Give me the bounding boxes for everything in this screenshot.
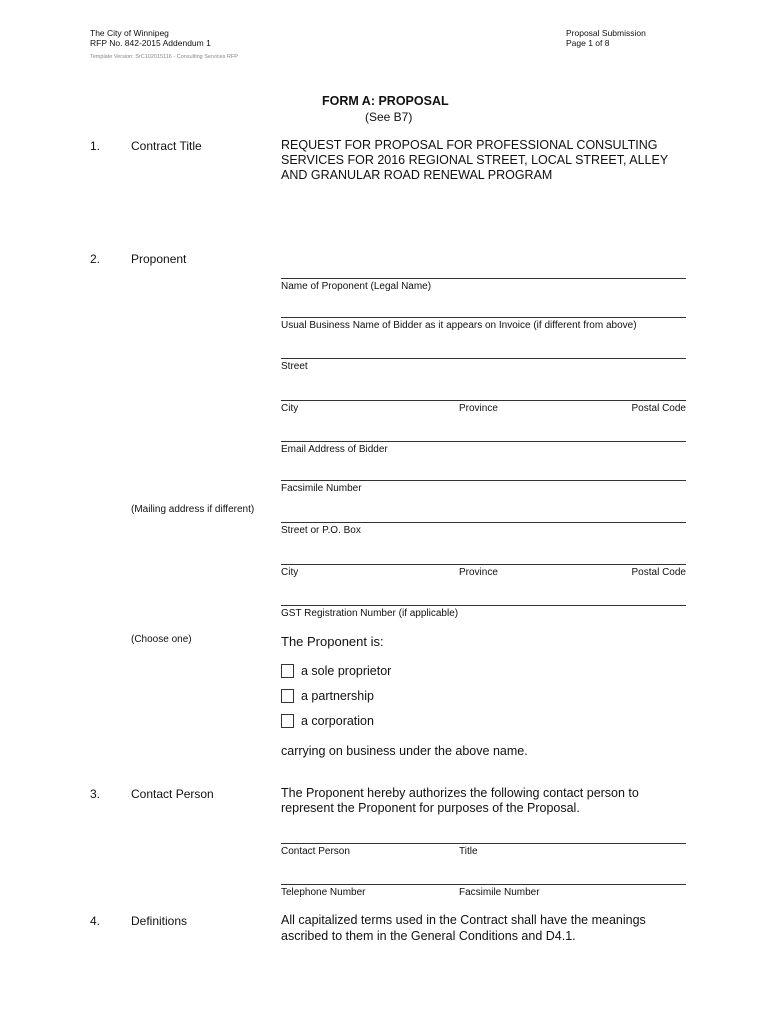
contact-title-label: Title — [459, 846, 478, 857]
contract-title-line-3: AND GRANULAR ROAD RENEWAL PROGRAM — [281, 168, 553, 182]
header-template-version: Template Version: SrC102015116 - Consulting Services RFP — [90, 54, 238, 60]
form-title: FORM A: PROPOSAL — [322, 94, 449, 108]
telephone-fax-field[interactable] — [281, 884, 686, 885]
sole-proprietor-label: a sole proprietor — [301, 664, 392, 678]
province-label: Province — [459, 403, 498, 414]
fax-field[interactable] — [281, 480, 686, 481]
fax-label: Facsimile Number — [281, 483, 362, 494]
corporation-checkbox[interactable] — [281, 714, 294, 728]
carrying-on-business-text: carrying on business under the above name. — [281, 744, 528, 758]
street-label: Street — [281, 361, 308, 372]
business-name-label: Usual Business Name of Bidder as it appears on Invoice (if different from above) — [281, 320, 637, 331]
contact-authorization-line-1: The Proponent hereby authorizes the following contact person to — [281, 786, 639, 800]
mailing-street-field[interactable] — [281, 522, 686, 523]
section-3-number: 3. — [90, 787, 101, 801]
header-organization: The City of Winnipeg — [90, 28, 169, 38]
business-name-field[interactable] — [281, 317, 686, 318]
corporation-label: a corporation — [301, 714, 374, 728]
section-1-label: Contract Title — [131, 139, 202, 153]
mailing-address-note: (Mailing address if different) — [131, 504, 255, 515]
gst-label: GST Registration Number (if applicable) — [281, 608, 459, 619]
section-4-label: Definitions — [131, 914, 188, 928]
street-field[interactable] — [281, 358, 686, 359]
section-3-label: Contact Person — [131, 787, 214, 801]
partnership-checkbox[interactable] — [281, 689, 294, 703]
sole-proprietor-checkbox[interactable] — [281, 664, 294, 678]
form-subtitle: (See B7) — [365, 110, 413, 124]
telephone-label: Telephone Number — [281, 887, 366, 898]
section-2-label: Proponent — [131, 252, 187, 266]
header-document-type: Proposal Submission — [566, 28, 646, 38]
proponent-is-text: The Proponent is: — [281, 634, 384, 649]
mailing-city-label: City — [281, 567, 299, 578]
contact-fax-label: Facsimile Number — [459, 887, 540, 898]
mailing-street-label: Street or P.O. Box — [281, 525, 361, 536]
proponent-name-label: Name of Proponent (Legal Name) — [281, 281, 432, 292]
city-province-postal-field[interactable] — [281, 400, 686, 401]
section-1-number: 1. — [90, 139, 101, 153]
choose-one-note: (Choose one) — [131, 634, 192, 645]
contract-title-line-2: SERVICES FOR 2016 REGIONAL STREET, LOCAL STREET, ALLEY — [281, 153, 669, 167]
contact-authorization-line-2: represent the Proponent for purposes of the Proposal. — [281, 801, 580, 815]
partnership-label: a partnership — [301, 689, 374, 703]
section-2-number: 2. — [90, 252, 101, 266]
header-page-number: Page 1 of 8 — [566, 38, 610, 48]
email-field[interactable] — [281, 441, 686, 442]
contact-person-label: Contact Person — [281, 846, 350, 857]
mailing-postal-code-label: Postal Code — [631, 567, 686, 578]
proponent-name-field[interactable] — [281, 278, 686, 279]
section-4-number: 4. — [90, 914, 101, 928]
city-label: City — [281, 403, 299, 414]
contract-title-line-1: REQUEST FOR PROPOSAL FOR PROFESSIONAL CONSULTING — [281, 138, 658, 152]
header-rfp-number: RFP No. 842-2015 Addendum 1 — [90, 38, 211, 48]
mailing-province-label: Province — [459, 567, 498, 578]
email-label: Email Address of Bidder — [281, 444, 388, 455]
postal-code-label: Postal Code — [631, 403, 686, 414]
gst-field[interactable] — [281, 605, 686, 606]
definitions-line-1: All capitalized terms used in the Contract shall have the meanings — [281, 913, 646, 927]
mailing-city-province-postal-field[interactable] — [281, 564, 686, 565]
contact-person-title-field[interactable] — [281, 843, 686, 844]
definitions-line-2: ascribed to them in the General Conditions and D4.1. — [281, 929, 576, 943]
